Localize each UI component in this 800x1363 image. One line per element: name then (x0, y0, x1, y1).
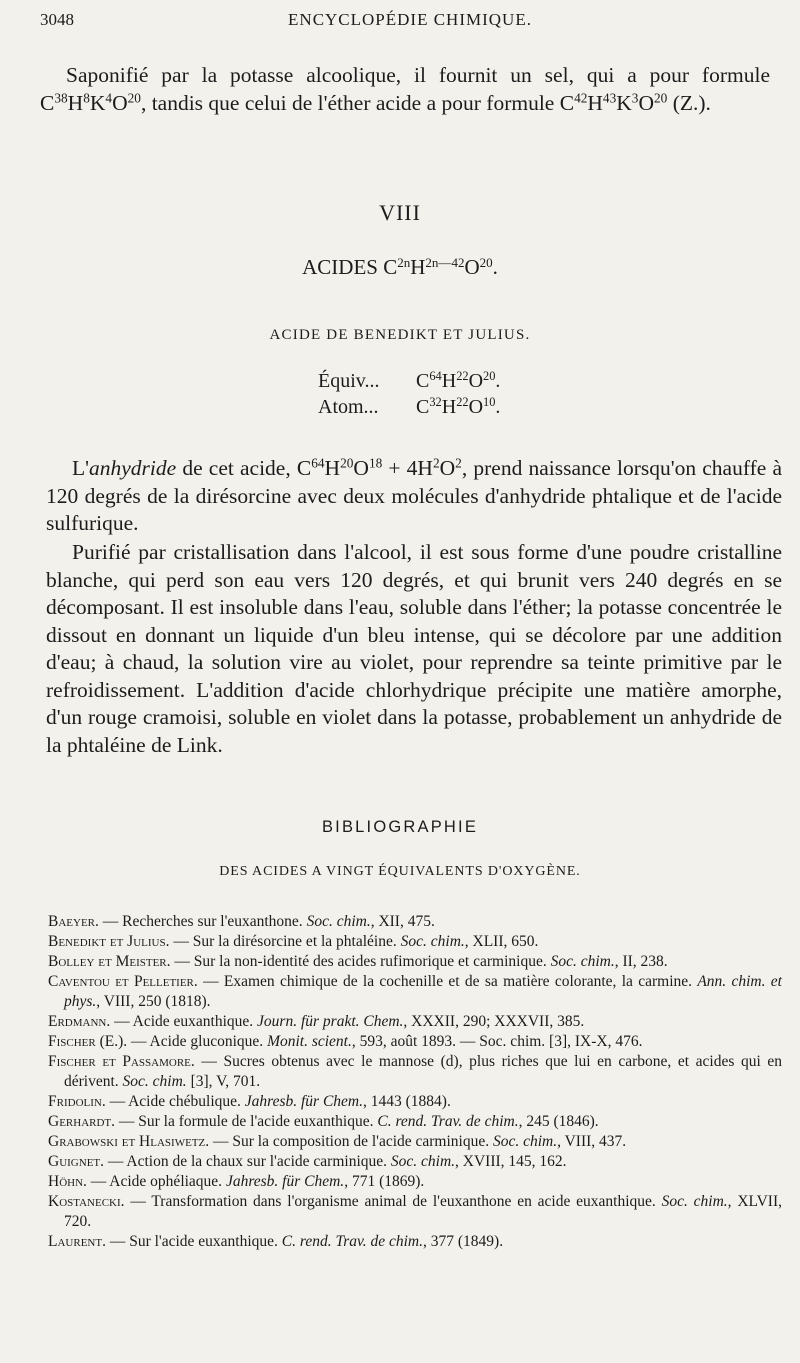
reference-text: — Action de la chaux sur l'acide carminique. (104, 1153, 391, 1170)
purification-paragraph: Purifié par cristallisation dans l'alcool, il est sous forme d'une poudre cristalline blanche, qui perd son eau vers 120 degrés, et qui brunit vers 240 degrés en se décomposant. Il est insoluble dans l'eau, soluble dans l'éther; la potasse concentrée le dissout en donnant un liquide d'un bleu intense, qui se décolore par une addition d'eau; à chaud, la solution vire au violet, pour reprendre sa teinte primitive par le refroidissement. L'addition d'acide chlorhydrique précipite une matière amorphe, d'un rouge cramoisi, soluble en violet dans la potasse, probablement un anhydride de la phtaléine de Link. (46, 540, 782, 757)
reference-citation: , II, 238. (614, 953, 668, 970)
reference-citation: , XXXII, 290; XXXVII, 385. (403, 1013, 585, 1030)
reference-journal: Soc. chim. (390, 1153, 456, 1170)
reference-author: Gerhardt. (48, 1113, 116, 1130)
reference-journal: Soc. chim. (400, 933, 465, 950)
bibliography-subtitle: DES ACIDES A VINGT ÉQUIVALENTS D'OXYGÈNE. (219, 864, 581, 879)
reference-item (48, 1012, 782, 1032)
reference-item (48, 972, 782, 1012)
bibliography-title: BIBLIOGRAPHIE (321, 818, 479, 836)
atom-row: Atom... $C^{32}H^{22}O^{10}$. (318, 395, 501, 418)
reference-citation: , VIII, 250 (1818). (96, 993, 211, 1010)
section-number: VIII (379, 200, 421, 225)
reference-journal: Journ. für prakt. Chem. (257, 1013, 404, 1030)
reference-text: — Sucres obtenus avec le mannose (d), plus riches que lui en carbone, et acides qui en dérivent. (64, 1053, 782, 1090)
reference-journal: Jahresb. für Chem. (225, 1173, 345, 1190)
reference-list (48, 912, 782, 1252)
reference-journal: Soc. chim. (122, 1073, 187, 1090)
reference-journal: Soc. chim. (550, 953, 615, 970)
reference-text: — Sur la non-identité des acides rufimorique et carminique. (170, 953, 551, 970)
reference-journal: C. rend. Trav. de chim. (377, 1113, 519, 1130)
reference-item (48, 1032, 782, 1052)
reference-citation: , 377 (1849). (423, 1233, 504, 1250)
reference-journal: Ann. chim. et phys. (64, 973, 782, 1010)
reference-text: — Sur l'acide euxanthique. (105, 1233, 282, 1250)
reference-journal: Jahresb. für Chem. (244, 1093, 363, 1110)
running-title: ENCYCLOPÉDIE CHIMIQUE. (288, 10, 532, 29)
reference-author: Höhn. (48, 1173, 87, 1190)
reference-author: Fischer (E.). (48, 1033, 128, 1050)
acid-subtitle: ACIDE DE BENEDIKT ET JULIUS. (269, 327, 531, 343)
reference-citation: , XII, 475. (370, 913, 435, 930)
reference-item (48, 1132, 782, 1152)
formula-block (318, 368, 500, 420)
reference-citation: , 771 (1869). (344, 1173, 425, 1190)
reference-author: Guignet. (48, 1153, 105, 1170)
reference-item (48, 952, 782, 972)
reference-item (48, 1112, 782, 1132)
reference-author: Fischer et Passamore. (48, 1053, 195, 1070)
reference-journal: Soc. chim. (492, 1133, 558, 1150)
reference-citation: , XVIII, 145, 162. (455, 1153, 567, 1170)
reference-citation: , 593, août 1893. — Soc. chim. [3], IX-X, 476. (351, 1033, 643, 1050)
reference-text: — Acide euxanthique. (110, 1013, 258, 1030)
reference-text: — Examen chimique de la cochenille et de sa matière colorante, la carmine. (197, 973, 698, 990)
reference-text: — Sur la composition de l'acide carminique. (209, 1133, 493, 1150)
anhydride-paragraph: L'anhydride de cet acide, $C^{64}H^{20}O^{18} + 4H^2O^2$, prend naissance lorsqu'on chauffe à 120 degrés de la dirésorcine avec deux molécules d'anhydride phtalique et de l'acide sulfurique. (46, 455, 783, 535)
reference-text: — Transformation dans l'organisme animal de l'euxanthone en acide euxanthique. (124, 1193, 662, 1210)
reference-text: — Recherches sur l'euxanthone. (98, 913, 307, 930)
reference-item (48, 1152, 782, 1172)
reference-text: — Sur la dirésorcine et la phtaléine. (169, 933, 401, 950)
page-number: 3048 (40, 10, 74, 29)
reference-author: Laurent. (48, 1233, 106, 1250)
reference-journal: C. rend. Trav. de chim. (281, 1233, 423, 1250)
reference-item (48, 1192, 782, 1232)
reference-journal: Soc. chim. (661, 1193, 728, 1210)
reference-item (48, 1092, 782, 1112)
reference-item (48, 1172, 782, 1192)
reference-item (48, 932, 782, 952)
reference-citation: , 1443 (1884). (363, 1093, 451, 1110)
section-title: ACIDES $C^{2n}H^{2n—42}O^{20}$. (302, 254, 498, 279)
reference-author: Baeyer. (48, 913, 99, 930)
reference-text: — Acide chébulique. (105, 1093, 245, 1110)
reference-citation: , 245 (1846). (518, 1113, 599, 1130)
reference-text: — Acide ophéliaque. (86, 1173, 226, 1190)
reference-author: Grabowski et Hlasiwetz. (48, 1133, 210, 1150)
reference-author: Kostanecki. (48, 1193, 125, 1210)
reference-citation: [3], V, 701. (186, 1073, 261, 1090)
reference-text: — Sur la formule de l'acide euxanthique. (115, 1113, 378, 1130)
reference-citation: , XLVII, 720. (64, 1193, 782, 1230)
reference-citation: , VIII, 437. (557, 1133, 627, 1150)
reference-author: Fridolin. (48, 1093, 106, 1110)
page-header (40, 10, 780, 32)
reference-author: Bolley et Meister. (48, 953, 171, 970)
reference-journal: Soc. chim. (306, 913, 371, 930)
equiv-row: Équiv... $C^{64}H^{22}O^{20}$. (318, 369, 501, 392)
intro-paragraph: Saponifié par la potasse alcoolique, il fournit un sel, qui a pour formule $C^{38}H^8K^4O^{20}$, tandis que celui de l'éther acide a pour formule $C^{42}H^{43}K^3O^{20}$ (Z.). (40, 63, 770, 115)
reference-author: Benedikt et Julius. (48, 933, 170, 950)
reference-citation: , XLII, 650. (464, 933, 539, 950)
reference-item (48, 912, 782, 932)
reference-text: — Acide gluconique. (127, 1033, 268, 1050)
reference-item (48, 1052, 782, 1092)
reference-author: Erdmann. (48, 1013, 111, 1030)
reference-author: Caventou et Pelletier. (48, 973, 198, 990)
reference-journal: Monit. scient. (267, 1033, 352, 1050)
reference-item (48, 1232, 782, 1252)
